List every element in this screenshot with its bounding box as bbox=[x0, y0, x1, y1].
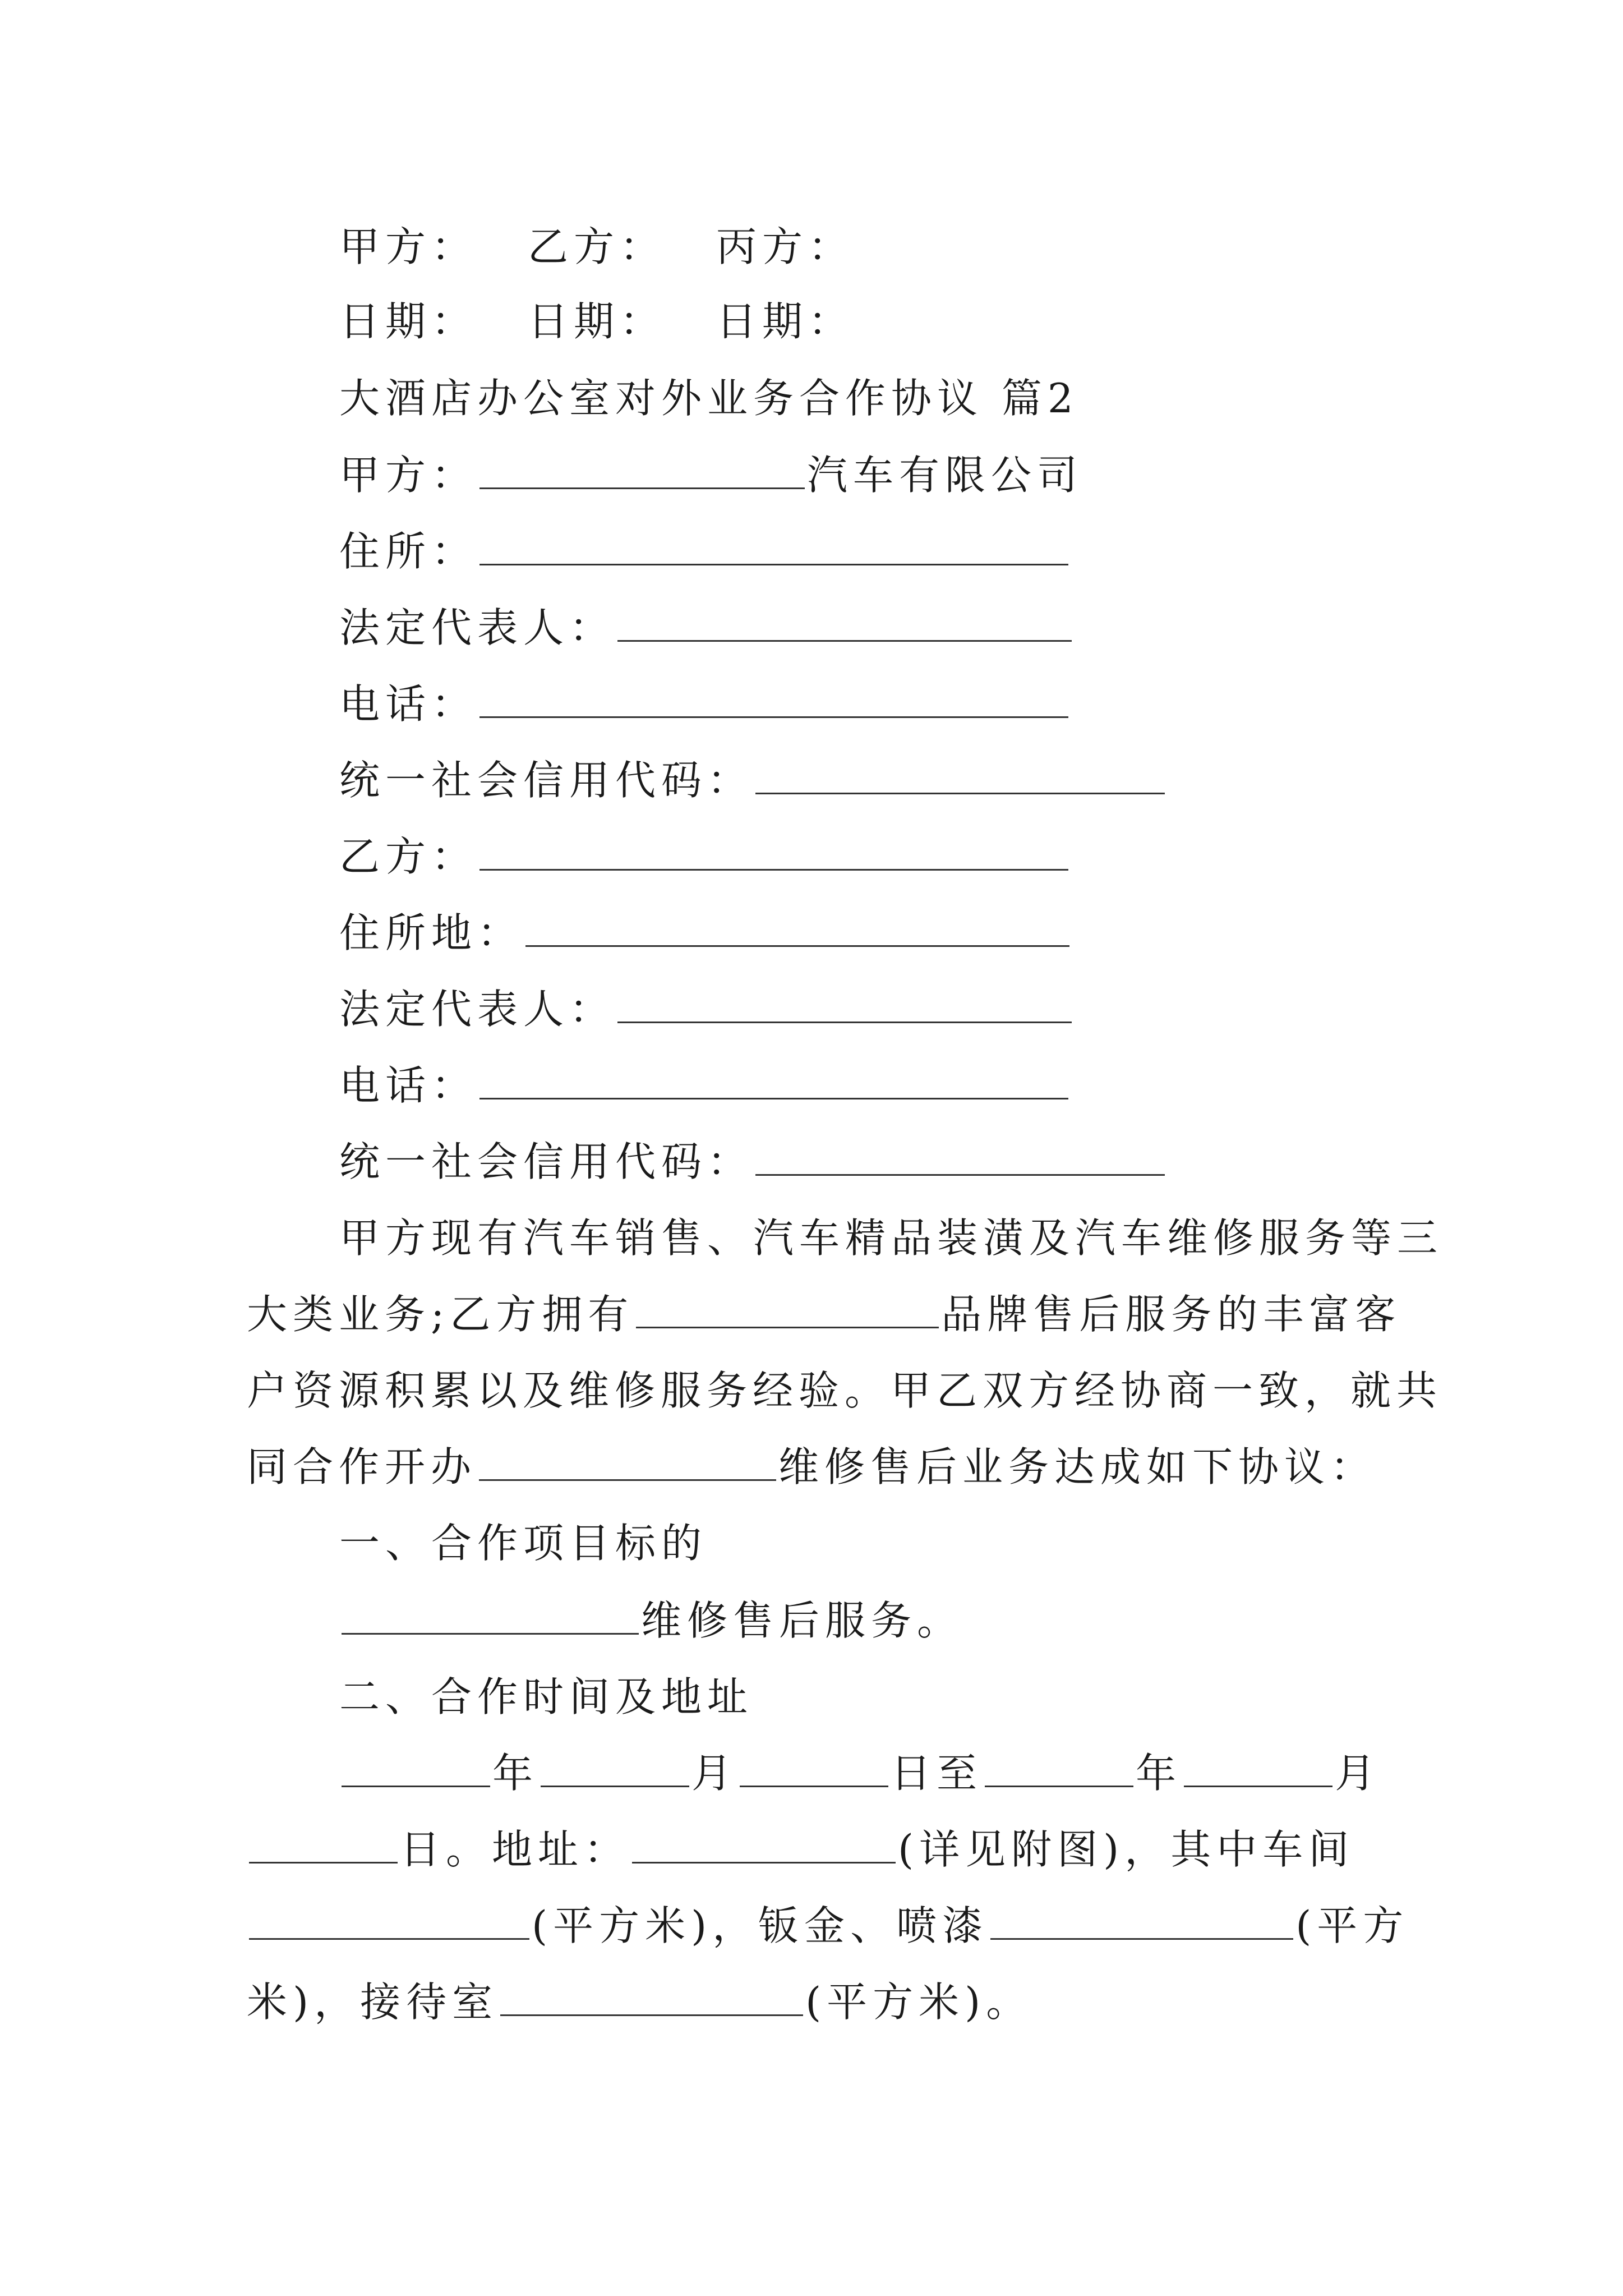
party-a-credit-row bbox=[339, 749, 1167, 811]
see-attachment-text: (详见附图)，其中车间 bbox=[898, 1826, 1355, 1873]
party-b-phone-blank[interactable] bbox=[479, 1063, 1068, 1099]
month-label-2: 月 bbox=[1335, 1750, 1381, 1797]
section-2-title: 二、合作时间及地址 bbox=[339, 1673, 754, 1720]
end-month-blank[interactable] bbox=[1184, 1751, 1332, 1787]
party-a-phone-blank[interactable] bbox=[479, 682, 1068, 718]
party-a-label: 甲方： bbox=[339, 452, 478, 499]
party-b-address-row bbox=[339, 902, 1072, 964]
intro-line-4-start: 同合作开办 bbox=[247, 1443, 477, 1490]
party-b-rep-label: 法定代表人： bbox=[339, 986, 616, 1033]
party-b-phone-label: 电话： bbox=[339, 1062, 478, 1109]
party-a-name-blank[interactable] bbox=[479, 453, 805, 489]
party-a-phone-label: 电话： bbox=[339, 680, 478, 728]
party-a-company-suffix: 汽车有限公司 bbox=[807, 452, 1083, 499]
year-label-1: 年 bbox=[492, 1750, 539, 1797]
end-day-blank[interactable] bbox=[249, 1827, 398, 1864]
party-b-phone-row bbox=[339, 1055, 1071, 1116]
party-a-rep-row bbox=[339, 597, 1074, 659]
project-blank[interactable] bbox=[342, 1598, 639, 1635]
signature-parties-row bbox=[339, 216, 854, 278]
party-b-rep-row bbox=[339, 978, 1074, 1040]
date-label-2: 日期： bbox=[528, 298, 666, 345]
section-1-text-row bbox=[339, 1590, 963, 1651]
workshop-area-blank[interactable] bbox=[249, 1903, 529, 1940]
section-2-address-row bbox=[247, 1819, 1354, 1880]
party-b-credit-row bbox=[339, 1131, 1167, 1193]
date-label-3: 日期： bbox=[716, 298, 855, 345]
address-label: 日。地址： bbox=[400, 1826, 630, 1873]
section-1-text: 维修售后服务。 bbox=[641, 1597, 963, 1644]
section-1-title: 一、合作项目标的 bbox=[339, 1520, 708, 1567]
party-b-row bbox=[339, 826, 1071, 887]
paint-area-unit-start: (平方 bbox=[1295, 1902, 1409, 1949]
start-month-blank[interactable] bbox=[541, 1751, 689, 1787]
party-b-credit-blank[interactable] bbox=[755, 1139, 1165, 1176]
section-2-dates-row bbox=[339, 1742, 1381, 1804]
reception-area-unit: (平方米)。 bbox=[805, 1978, 1032, 2026]
party-a-row bbox=[339, 444, 1083, 506]
party-a-rep-label: 法定代表人： bbox=[339, 604, 616, 651]
end-year-blank[interactable] bbox=[985, 1751, 1133, 1787]
party-c-signature-label: 丙方： bbox=[716, 223, 855, 270]
date-label-1: 日期： bbox=[339, 298, 478, 345]
party-b-signature-label: 乙方： bbox=[528, 223, 666, 270]
party-a-address-row bbox=[339, 521, 1071, 582]
intro-line-4 bbox=[247, 1436, 1376, 1498]
intro-line-2-start: 大类业务;乙方拥有 bbox=[247, 1291, 634, 1338]
party-b-address-blank[interactable] bbox=[525, 910, 1069, 947]
signature-dates-row bbox=[339, 291, 854, 352]
party-b-name-blank[interactable] bbox=[479, 834, 1068, 871]
party-b-credit-label: 统一社会信用代码： bbox=[339, 1138, 754, 1185]
intro-line-1: 甲方现有汽车销售、汽车精品装潢及汽车维修服务等三 bbox=[339, 1214, 1444, 1262]
start-day-blank[interactable] bbox=[740, 1751, 888, 1787]
intro-line-2 bbox=[247, 1283, 1401, 1345]
party-a-phone-row bbox=[339, 673, 1071, 735]
document-heading: 大酒店办公室对外业务合作协议 篇2 bbox=[339, 375, 1079, 422]
workshop-area-unit: (平方米)，钣金、喷漆 bbox=[532, 1902, 989, 1949]
reception-label: 米)，接待室 bbox=[247, 1978, 499, 2026]
section-2-area-row-2 bbox=[247, 1971, 1032, 2033]
year-label-2: 年 bbox=[1136, 1750, 1182, 1797]
party-a-address-label: 住所： bbox=[339, 528, 478, 575]
intro-line-4-end: 维修售后业务达成如下协议： bbox=[778, 1443, 1377, 1490]
intro-line-3: 户资源积累以及维修服务经验。甲乙双方经协商一致，就共 bbox=[247, 1367, 1443, 1414]
start-year-blank[interactable] bbox=[342, 1751, 490, 1787]
party-a-signature-label: 甲方： bbox=[339, 223, 478, 270]
intro-line-2-end: 品牌售后服务的丰富客 bbox=[941, 1291, 1401, 1338]
paint-area-blank[interactable] bbox=[990, 1903, 1293, 1940]
party-b-rep-blank[interactable] bbox=[617, 987, 1072, 1023]
service-brand-blank[interactable] bbox=[479, 1444, 776, 1481]
day-to-label: 日至 bbox=[891, 1750, 983, 1797]
party-b-address-label: 住所地： bbox=[339, 909, 524, 956]
party-a-address-blank[interactable] bbox=[479, 529, 1068, 565]
reception-area-blank[interactable] bbox=[500, 1980, 803, 2016]
party-a-credit-label: 统一社会信用代码： bbox=[339, 757, 754, 804]
section-2-area-row-1 bbox=[247, 1895, 1409, 1957]
party-a-credit-blank[interactable] bbox=[755, 758, 1165, 794]
party-b-label: 乙方： bbox=[339, 833, 478, 880]
month-label-1: 月 bbox=[691, 1750, 738, 1797]
party-a-rep-blank[interactable] bbox=[617, 605, 1072, 642]
address-blank[interactable] bbox=[632, 1827, 896, 1864]
brand-blank[interactable] bbox=[636, 1292, 939, 1328]
